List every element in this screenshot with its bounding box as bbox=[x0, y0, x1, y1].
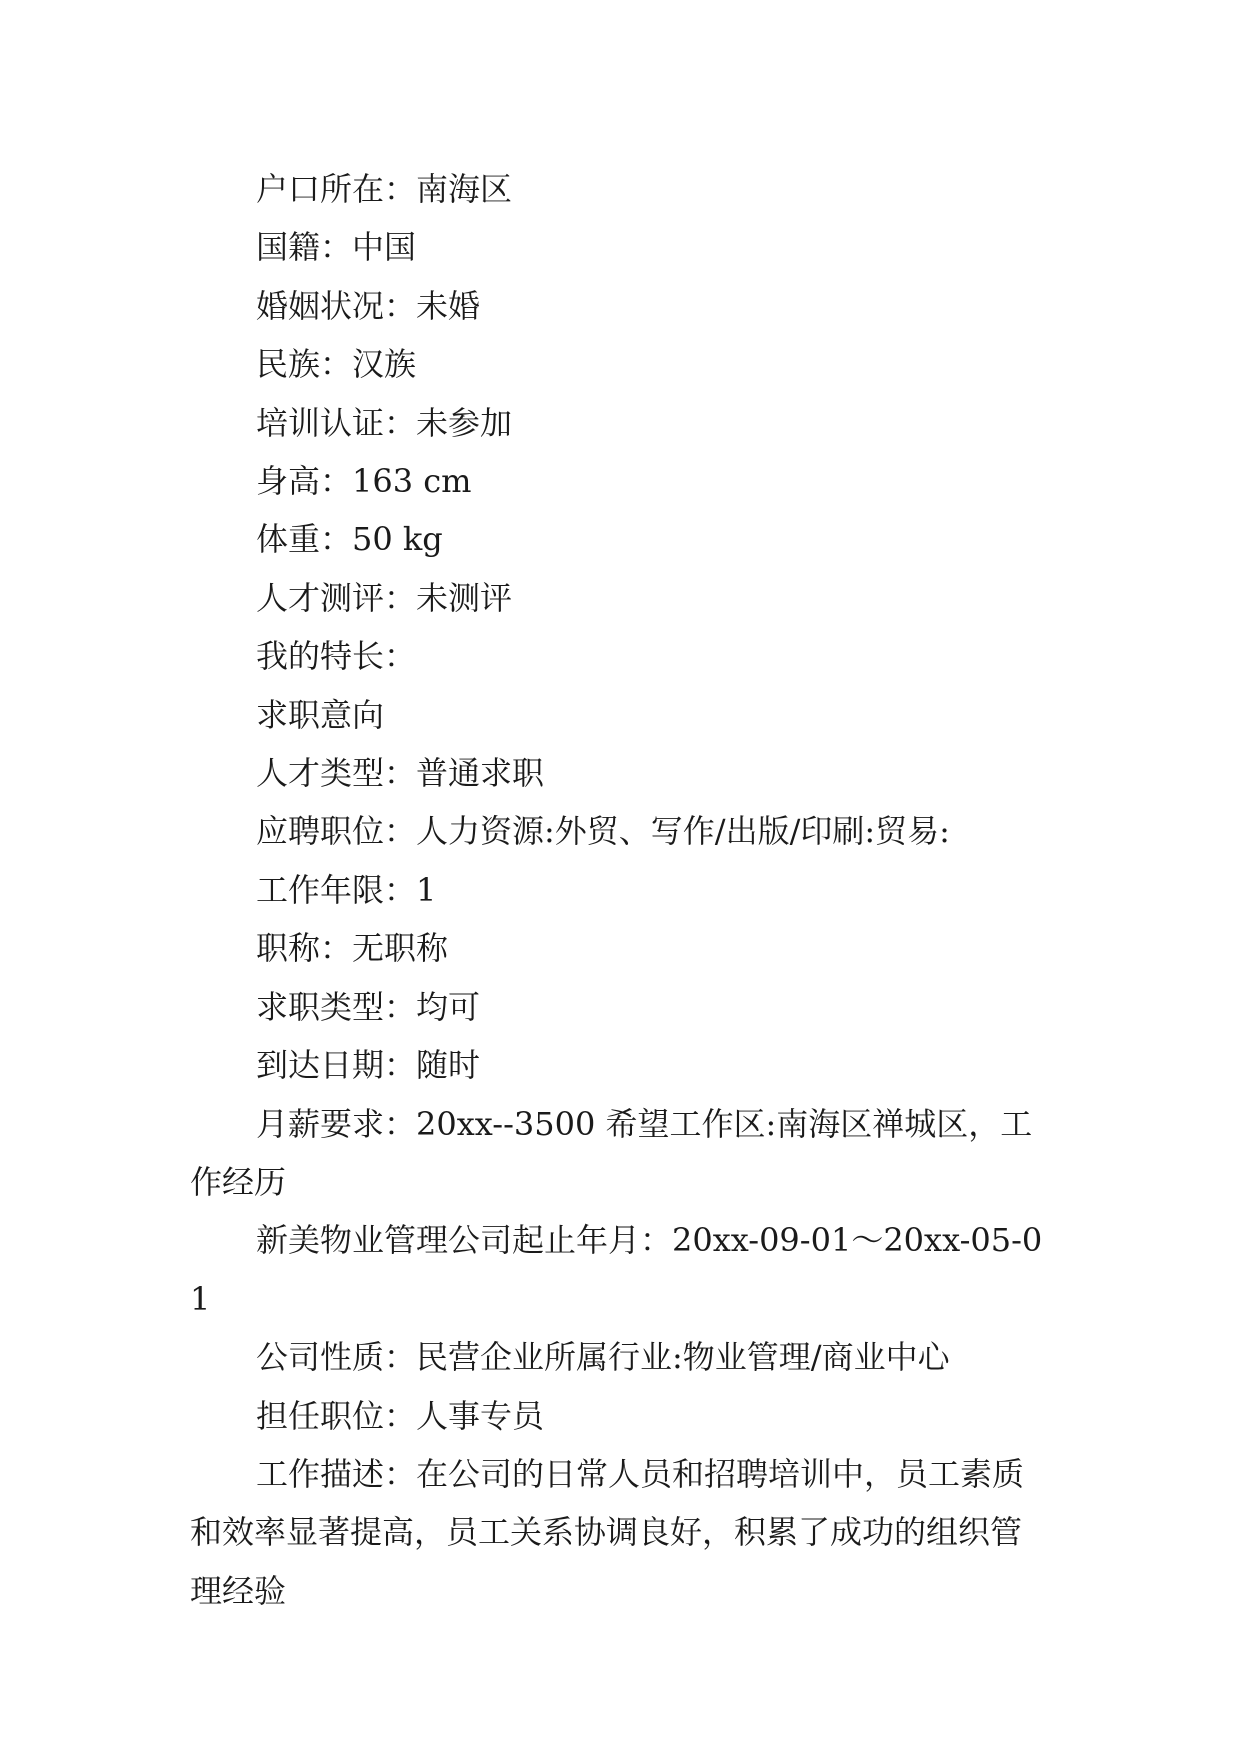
nationality-line: 国籍：中国 bbox=[256, 228, 417, 267]
applied-position-line: 应聘职位：人力资源:外贸、写作/出版/印刷:贸易: bbox=[256, 812, 950, 851]
job-description-paragraph: 工作描述：在公司的日常人员和招聘培训中，员工素质和效率显著提高，员工关系协调良好，积累了成功的组织管理经验 bbox=[190, 1454, 1025, 1610]
specialty-line: 我的特长： bbox=[256, 637, 417, 676]
job-intention-heading: 求职意向 bbox=[256, 695, 385, 734]
position-held-line: 担任职位：人事专员 bbox=[256, 1396, 545, 1435]
employment-period-line: 新美物业管理公司起止年月：20xx-09-01～20xx-05-01 bbox=[190, 1221, 1043, 1318]
talent-type-line: 人才类型：普通求职 bbox=[256, 754, 545, 793]
training-certification-line: 培训认证：未参加 bbox=[256, 403, 513, 442]
title-line: 职称：无职称 bbox=[256, 929, 449, 968]
resume-body bbox=[190, 160, 1050, 1620]
company-nature-line: 公司性质：民营企业所属行业:物业管理/商业中心 bbox=[256, 1338, 950, 1377]
weight-line: 体重：50 kg bbox=[256, 520, 443, 559]
talent-assessment-line: 人才测评：未测评 bbox=[256, 578, 513, 617]
job-type-line: 求职类型：均可 bbox=[256, 987, 481, 1026]
marital-status-line: 婚姻状况：未婚 bbox=[256, 286, 481, 325]
arrival-date-line: 到达日期：随时 bbox=[256, 1046, 481, 1085]
height-line: 身高：163 cm bbox=[256, 462, 472, 501]
ethnicity-line: 民族：汉族 bbox=[256, 345, 417, 384]
salary-requirement-paragraph: 月薪要求：20xx--3500 希望工作区:南海区禅城区，工作经历 bbox=[190, 1104, 1033, 1201]
household-registration-line: 户口所在：南海区 bbox=[256, 170, 513, 208]
work-years-line: 工作年限：1 bbox=[256, 870, 437, 909]
